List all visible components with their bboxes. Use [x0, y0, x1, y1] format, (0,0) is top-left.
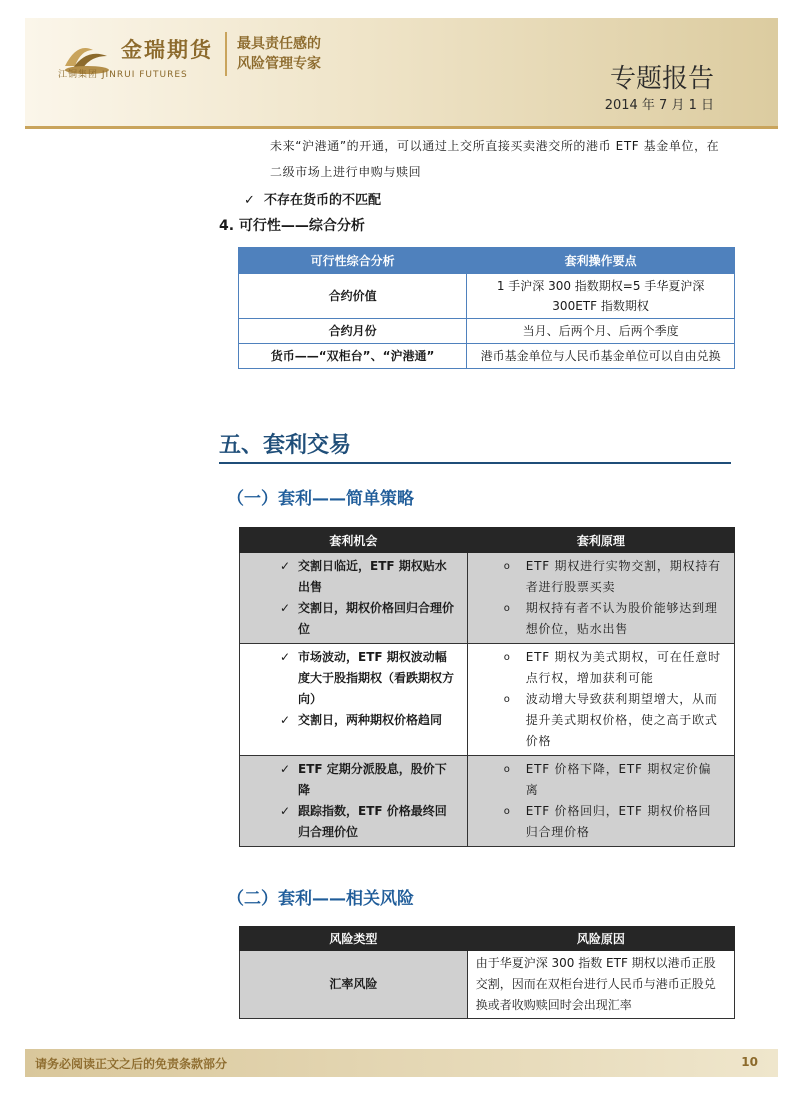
table-row	[240, 553, 735, 644]
column-header: 套利机会	[240, 528, 468, 553]
opportunity-cell	[240, 553, 468, 644]
report-date: 2014 年 7 月 1 日	[604, 98, 714, 113]
subsection-title-strategy: （一）套利——简单策略	[227, 489, 414, 509]
section-title: 五、套利交易	[219, 433, 352, 458]
opportunity-cell	[240, 644, 468, 756]
page-number: 10	[741, 1055, 758, 1069]
check-item	[244, 189, 381, 208]
list-item: ✓ 交割日，两种期权价格趋同	[246, 710, 461, 731]
header-divider	[225, 32, 227, 76]
subsection-title-risk: （二）套利——相关风险	[227, 889, 414, 909]
table-header-row	[240, 927, 735, 951]
opportunity-cell	[240, 756, 468, 847]
list-item: ✓ 市场波动，ETF 期权波动幅度大于股指期权（看跌期权方向）	[246, 647, 461, 710]
table-header-row	[240, 528, 735, 553]
table-row	[240, 644, 735, 756]
column-header: 可行性综合分析	[239, 248, 467, 274]
disclaimer-note: 请务必阅读正文之后的免责条款部分	[35, 1057, 228, 1071]
principle-cell	[467, 644, 734, 756]
risk-type: 汇率风险	[240, 951, 468, 1019]
row-value: 1 手沪深 300 指数期权=5 手华夏沪深 300ETF 指数期权	[467, 274, 735, 319]
principle-cell	[467, 553, 734, 644]
page-header	[25, 18, 778, 129]
list-item: ✓ ETF 定期分派股息，股价下降	[246, 759, 461, 801]
strategy-table	[239, 527, 735, 847]
table-row	[240, 951, 735, 1019]
column-header: 套利操作要点	[467, 248, 735, 274]
slogan-line-2: 风险管理专家	[237, 56, 321, 72]
table-row	[239, 319, 735, 344]
column-header: 风险类型	[240, 927, 468, 951]
row-value: 港币基金单位与人民币基金单位可以自由兑换	[467, 344, 735, 369]
logo-name: 金瑞期货	[121, 38, 213, 62]
slogan-line-1: 最具责任感的	[237, 36, 321, 52]
principle-cell	[467, 756, 734, 847]
list-item: ✓ 跟踪指数，ETF 价格最终回归合理价位	[246, 801, 461, 843]
list-item: ✓ 交割日，期权价格回归合理价位	[246, 598, 461, 640]
list-item: o ETF 期权进行实物交割，期权持有者进行股票买卖	[474, 556, 728, 598]
column-header: 套利原理	[467, 528, 734, 553]
slogan	[237, 34, 321, 74]
list-item: o ETF 价格下降，ETF 期权定价偏离	[474, 759, 728, 801]
row-label: 货币——“双柜台”、“沪港通”	[239, 344, 467, 369]
risk-table	[239, 926, 735, 1019]
check-item-text: 不存在货币的不匹配	[264, 193, 382, 208]
list-item: o 波动增大导致获利期望增大，从而提升美式期权价格，使之高于欧式价格	[474, 689, 728, 752]
table-row	[240, 756, 735, 847]
logo-subtitle: 江铜集团 JINRUI FUTURES	[58, 70, 188, 80]
table-header-row	[239, 248, 735, 274]
table-row	[239, 274, 735, 319]
risk-reason: 由于华夏沪深 300 指数 ETF 期权以港币正股交割，因而在双柜台进行人民币与港币正股兑换或者收购赎回时会出现汇率	[467, 951, 734, 1019]
report-title: 专题报告	[609, 64, 714, 94]
row-label: 合约月份	[239, 319, 467, 344]
row-label: 合约价值	[239, 274, 467, 319]
list-item: o ETF 价格回归，ETF 期权价格回归合理价格	[474, 801, 728, 843]
feasibility-heading: 4. 可行性——综合分析	[219, 218, 365, 234]
section-rule	[219, 462, 731, 464]
list-item: o 期权持有者不认为股价能够达到理想价位，贴水出售	[474, 598, 728, 640]
table-row	[239, 344, 735, 369]
checkmark-icon: ✓	[244, 193, 255, 208]
intro-paragraph: 未来“沪港通”的开通，可以通过上交所直接买卖港交所的港币 ETF 基金单位，在二级市场上进行申购与赎回	[270, 139, 720, 179]
page-footer	[25, 1049, 778, 1077]
list-item: ✓ 交割日临近，ETF 期权贴水出售	[246, 556, 461, 598]
column-header: 风险原因	[467, 927, 734, 951]
list-item: o ETF 期权为美式期权，可在任意时点行权，增加获利可能	[474, 647, 728, 689]
feasibility-table	[238, 247, 735, 369]
row-value: 当月、后两个月、后两个季度	[467, 319, 735, 344]
